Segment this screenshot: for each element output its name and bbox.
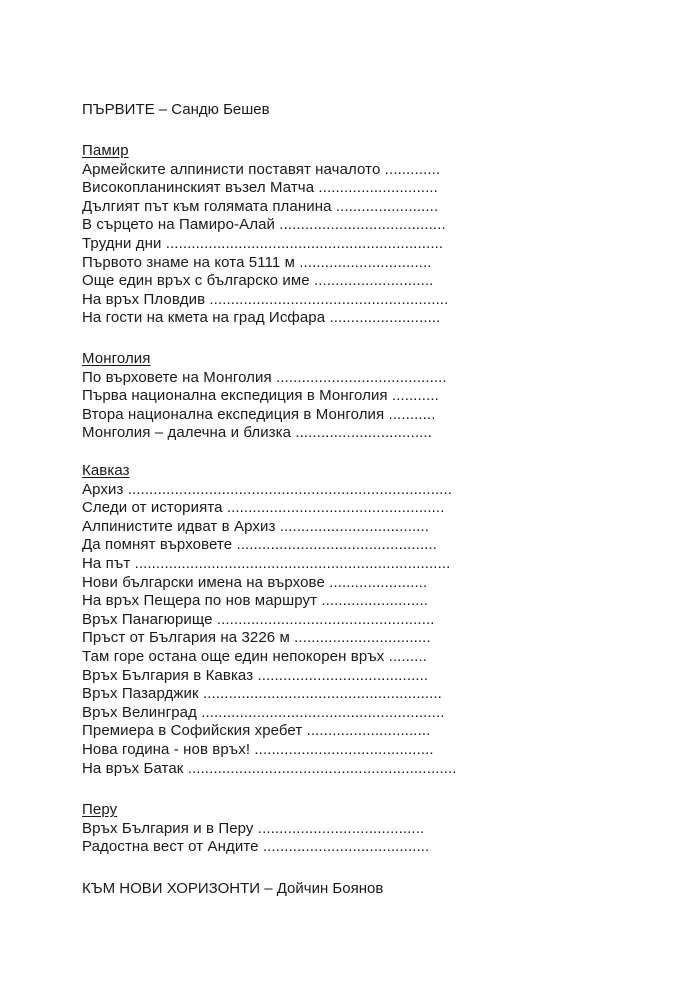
section-peru (82, 801, 642, 857)
toc-entry: Армейските алпинисти поставят началото ............. (82, 160, 441, 178)
toc-entry: На гости на кмета на град Исфара .......................... (82, 309, 441, 327)
toc-entry: Още един връх с българско име ............................ (82, 272, 434, 290)
toc-entry: На път .......................................................................... (82, 554, 451, 572)
toc-entry: Премиера в Софийския хребет ............................. (82, 722, 431, 740)
toc-entry: Архиз ............................................................................ (82, 480, 453, 498)
toc-entry: Следи от историята ................................................... (82, 499, 445, 517)
toc-entry: Пръст от България на 3226 м ................................ (82, 629, 431, 647)
part-title: ПЪРВИТЕ – Сандю Бешев (82, 101, 270, 118)
toc-entry: Нова година - нов връх! .......................................... (82, 740, 434, 758)
toc-entry: Втора национална експедиция в Монголия ........... (82, 405, 436, 423)
toc-entry: Първа национална експедиция в Монголия ........... (82, 387, 439, 405)
toc-entry: Да помнят върховете ............................................... (82, 536, 438, 554)
toc-entry: По върховете на Монголия ........................................ (82, 368, 447, 386)
toc-entry: Връх Пазарджик ........................................................ (82, 685, 442, 703)
toc-entry: На връх Пещера по нов маршрут ......................... (82, 592, 429, 610)
toc-entry: Връх Велинград ......................................................... (82, 703, 445, 721)
toc-entry: Първото знаме на кота 5111 м ............................... (82, 253, 432, 271)
section-heading: Перу (82, 801, 118, 818)
toc-entry: На връх Батак ............................................................... (82, 759, 457, 777)
toc-entry: Монголия – далечна и близка ................................ (82, 424, 432, 442)
toc-entry: В сърцето на Памиро-Алай ....................................... (82, 216, 446, 234)
section-mongolia (82, 350, 642, 443)
section-pamir (82, 142, 642, 328)
toc-entry: Трудни дни ................................................................. (82, 234, 444, 252)
section-caucasus (82, 462, 642, 778)
section-heading: Памир (82, 142, 129, 159)
section-heading: Кавказ (82, 462, 130, 479)
toc-entry: Алпинистите идват в Архиз ................................... (82, 517, 430, 535)
closing-title: КЪМ НОВИ ХОРИЗОНТИ – Дойчин Боянов (82, 880, 384, 897)
toc-entry: Високопланинският възел Матча ............................ (82, 179, 438, 197)
toc-entry: Радостна вест от Андите ....................................... (82, 838, 430, 856)
toc-entry: Връх България и в Перу ....................................... (82, 819, 425, 837)
toc-entry: Там горе остана още един непокорен връх ......... (82, 647, 428, 665)
toc-entry: Дългият път към голямата планина ........................ (82, 197, 439, 215)
toc-entry: Нови български имена на върхове ....................... (82, 573, 428, 591)
toc-entry: Връх Панагюрище ................................................... (82, 610, 435, 628)
toc-entry: Връх България в Кавказ ........................................ (82, 666, 429, 684)
section-heading: Монголия (82, 350, 151, 367)
toc-entry: На връх Пловдив ........................................................ (82, 290, 449, 308)
